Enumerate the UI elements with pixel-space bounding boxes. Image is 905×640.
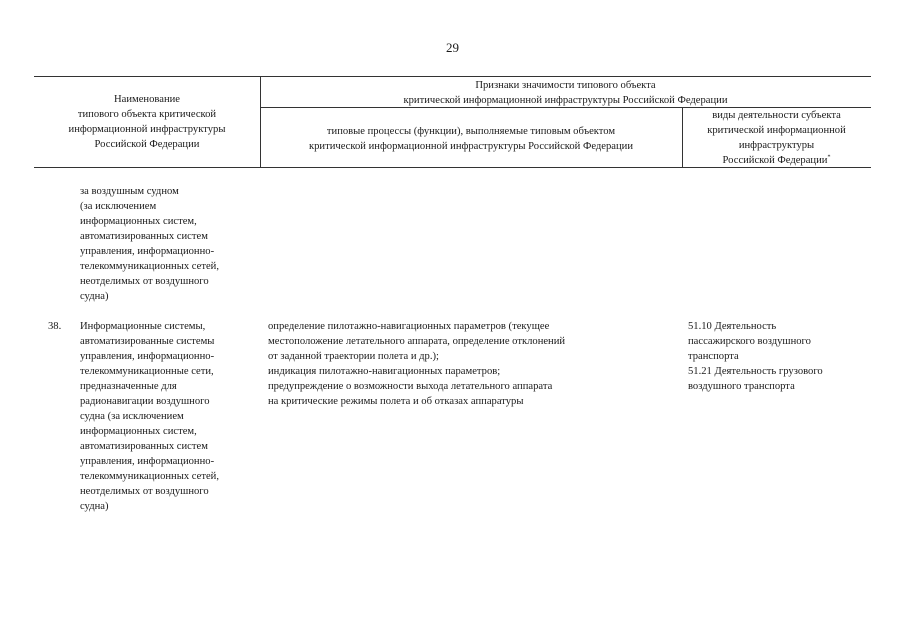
page-number: 29 bbox=[446, 40, 459, 55]
footnote-mark: * bbox=[827, 154, 831, 161]
header-col-name: Наименование типового объекта критической информационной инфраструктуры Российской Федерации bbox=[68, 94, 226, 150]
header-group-title: Признаки значимости типового объекта критической информационной инфраструктуры Российской Федерации bbox=[403, 80, 728, 106]
row-38-number: 38. bbox=[48, 321, 62, 332]
row-continuation-name: за воздушным судном (за исключением информационных систем, автоматизированных систем управления, информационно- телекоммуникационных сетей, неотделимых от воздушного судна) bbox=[80, 186, 219, 302]
header-col-processes: типовые процессы (функции), выполняемые типовым объектом критической информационной инфраструктуры Российской Федерации bbox=[308, 126, 634, 152]
table-top-rule bbox=[34, 76, 871, 77]
header-col-activities: виды деятельности субъекта критической информационной инфраструктуры Российской Федерации* bbox=[707, 110, 846, 166]
row-38-name: Информационные системы, автоматизированные системы управления, информационно- телекоммуникационные сети, предназначенные для радионавигации воздушного судна (за исключением информационных систем, автоматизированных систем управления, информационно- телекоммуникационных сетей, неотделимых от воздушного судна) bbox=[80, 321, 219, 512]
row-38-activities: 51.10 Деятельность пассажирского воздушного транспорта 51.21 Деятельность грузового воздушного транспорта bbox=[688, 321, 823, 392]
row-38-processes: определение пилотажно-навигационных параметров (текущее местоположение летательного аппарата, определение отклонений от заданной траектории полета и др.); индикация пилотажно-навигационных параметров; предупреждение о возможности выхода летательного аппарата на критические режимы полета и об отказах аппаратуры bbox=[268, 321, 566, 407]
